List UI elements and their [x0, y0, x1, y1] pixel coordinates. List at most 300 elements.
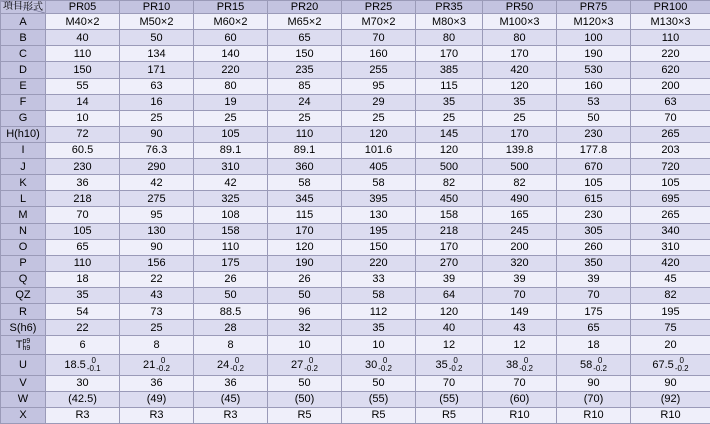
cell-value: M80×3	[432, 15, 466, 28]
cell-value: 110	[661, 31, 680, 44]
cell-value: 265	[661, 208, 680, 221]
cell-d-pr100	[631, 62, 710, 78]
cell-value: 720	[661, 160, 680, 173]
cell-value: 110	[295, 128, 314, 141]
cell-value: M50×2	[139, 15, 174, 28]
cell-value: 76.3	[145, 144, 168, 157]
cell-a-pr15	[194, 14, 268, 30]
cell-m-pr100	[631, 207, 710, 223]
cell-w-pr05	[46, 391, 120, 407]
cell-value: 16	[150, 96, 163, 109]
cell-w-pr35	[416, 391, 483, 407]
cell-v-pr75	[557, 375, 631, 391]
cell-value: 218	[73, 192, 92, 205]
cell-e-pr15	[194, 78, 268, 94]
cell-value: 160	[369, 47, 388, 60]
row-label-r: R	[1, 304, 46, 320]
cell-value: 12	[513, 338, 526, 351]
cell-k-pr100	[631, 175, 710, 191]
cell-value: (55)	[368, 393, 389, 406]
cell-qz-pr20	[268, 287, 342, 303]
cell-n-pr35	[416, 223, 483, 239]
cell-e-pr100	[631, 78, 710, 94]
row-label-k: K	[1, 175, 46, 191]
cell-t-pr20	[268, 336, 342, 354]
cell-value: 54	[76, 305, 89, 318]
cell-value: 255	[369, 63, 388, 76]
tolerance-value: 0 -0.2	[674, 355, 689, 373]
cell-s-h6--pr15	[194, 320, 268, 336]
cell-value: 8	[227, 338, 234, 351]
cell-a-pr20	[268, 14, 342, 30]
cell-q-pr75	[557, 271, 631, 287]
cell-value: 50	[150, 31, 163, 44]
cell-value: 65	[76, 241, 89, 254]
cell-r-pr10	[120, 304, 194, 320]
row-label-l: L	[1, 191, 46, 207]
cell-value: 96	[298, 305, 311, 318]
cell-f-pr50	[483, 94, 557, 110]
cell-s-h6--pr100	[631, 320, 710, 336]
cell-f-pr20	[268, 94, 342, 110]
cell-value: 40	[76, 31, 89, 44]
cell-q-pr20	[268, 271, 342, 287]
cell-value: 90	[150, 241, 163, 254]
cell-a-pr05	[46, 14, 120, 30]
cell-value: 490	[510, 192, 529, 205]
cell-k-pr75	[557, 175, 631, 191]
cell-i-pr35	[416, 142, 483, 158]
cell-value: 22	[150, 273, 163, 286]
cell-e-pr20	[268, 78, 342, 94]
cell-v-pr35	[416, 375, 483, 391]
cell-j-pr100	[631, 159, 710, 175]
cell-value: 50	[587, 112, 600, 125]
cell-m-pr05	[46, 207, 120, 223]
cell-x-pr75	[557, 407, 631, 423]
cell-value: 67.5	[652, 358, 674, 371]
cell-c-pr15	[194, 46, 268, 62]
table-row	[1, 287, 710, 303]
cell-b-pr25	[342, 30, 416, 46]
cell-value: 230	[73, 160, 92, 173]
cell-value: 230	[584, 128, 603, 141]
cell-value: 72	[76, 128, 89, 141]
cell-e-pr35	[416, 78, 483, 94]
cell-j-pr15	[194, 159, 268, 175]
row-label-g: G	[1, 110, 46, 126]
cell-h-h10--pr75	[557, 126, 631, 142]
cell-qz-pr25	[342, 287, 416, 303]
cell-value: 33	[372, 273, 385, 286]
cell-g-pr10	[120, 110, 194, 126]
cell-value: 420	[510, 63, 529, 76]
table-row	[1, 391, 710, 407]
cell-value: 325	[221, 192, 240, 205]
table-row	[1, 207, 710, 223]
cell-value: 245	[510, 225, 529, 238]
cell-value: M40×2	[65, 15, 100, 28]
cell-a-pr100	[631, 14, 710, 30]
cell-p-pr100	[631, 255, 710, 271]
cell-g-pr35	[416, 110, 483, 126]
table-row	[1, 14, 710, 30]
cell-x-pr50	[483, 407, 557, 423]
cell-value: 39	[587, 273, 600, 286]
cell-u-pr10	[120, 354, 194, 375]
cell-value: (50)	[294, 393, 315, 406]
cell-value: 58	[579, 358, 593, 371]
cell-s-h6--pr20	[268, 320, 342, 336]
cell-value: 89.1	[219, 144, 242, 157]
cell-value: 55	[76, 80, 89, 93]
cell-value: 12	[442, 338, 456, 351]
cell-value: M100×3	[499, 15, 540, 28]
table-row	[1, 375, 710, 391]
cell-i-pr100	[631, 142, 710, 158]
cell-f-pr75	[557, 94, 631, 110]
table-row	[1, 159, 710, 175]
cell-i-pr05	[46, 142, 120, 158]
cell-value: 25	[513, 112, 526, 125]
cell-value: 175	[584, 305, 603, 318]
cell-value: 58	[372, 176, 385, 189]
cell-qz-pr05	[46, 287, 120, 303]
cell-value: 220	[661, 47, 680, 60]
cell-value: 39	[442, 273, 456, 286]
cell-value: 195	[661, 305, 680, 318]
cell-value: 90	[150, 128, 163, 141]
row-label-q: Q	[1, 271, 46, 287]
cell-h-h10--pr20	[268, 126, 342, 142]
cell-a-pr35	[416, 14, 483, 30]
cell-value: 134	[147, 47, 166, 60]
cell-value: 30	[364, 358, 378, 371]
cell-value: 105	[221, 128, 240, 141]
cell-q-pr35	[416, 271, 483, 287]
cell-value: 43	[150, 289, 163, 302]
cell-value: 18	[76, 273, 89, 286]
cell-value: 60	[224, 31, 237, 44]
cell-m-pr20	[268, 207, 342, 223]
cell-c-pr10	[120, 46, 194, 62]
row-label-n: N	[1, 223, 46, 239]
cell-value: 150	[73, 63, 92, 76]
cell-value: 310	[221, 160, 240, 173]
table-row	[1, 304, 710, 320]
cell-l-pr35	[416, 191, 483, 207]
cell-value: 112	[369, 305, 388, 318]
table-row	[1, 354, 710, 375]
cell-value: (55)	[439, 393, 459, 406]
cell-o-pr25	[342, 239, 416, 255]
table-header-row	[1, 1, 710, 14]
cell-t-pr75	[557, 336, 631, 354]
table-row	[1, 94, 710, 110]
cell-value: M130×3	[650, 15, 691, 28]
cell-value: 120	[439, 144, 459, 157]
cell-value: 190	[295, 257, 314, 270]
column-header-pr15: PR15	[194, 1, 268, 14]
cell-value: 82	[664, 289, 677, 302]
cell-u-pr50	[483, 354, 557, 375]
cell-b-pr50	[483, 30, 557, 46]
cell-value: 158	[439, 208, 459, 221]
cell-value: 105	[661, 176, 680, 189]
cell-value: 120	[295, 241, 314, 254]
row-label-x: X	[1, 407, 46, 423]
cell-value: 110	[73, 257, 92, 270]
cell-t-pr10	[120, 336, 194, 354]
cell-c-pr35	[416, 46, 483, 62]
cell-t-pr25	[342, 336, 416, 354]
cell-value: 27	[290, 358, 304, 371]
cell-value: 95	[150, 208, 163, 221]
cell-b-pr05	[46, 30, 120, 46]
cell-value: 115	[295, 208, 314, 221]
cell-r-pr75	[557, 304, 631, 320]
cell-m-pr10	[120, 207, 194, 223]
cell-value: 130	[369, 208, 388, 221]
cell-value: R10	[660, 409, 681, 422]
cell-d-pr75	[557, 62, 631, 78]
cell-p-pr05	[46, 255, 120, 271]
cell-l-pr50	[483, 191, 557, 207]
cell-value: 45	[664, 273, 677, 286]
cell-p-pr75	[557, 255, 631, 271]
cell-value: 26	[224, 273, 237, 286]
cell-m-pr75	[557, 207, 631, 223]
row-label-f: F	[1, 94, 46, 110]
cell-b-pr20	[268, 30, 342, 46]
cell-value: 158	[221, 225, 240, 238]
cell-w-pr100	[631, 391, 710, 407]
cell-k-pr15	[194, 175, 268, 191]
cell-j-pr10	[120, 159, 194, 175]
cell-g-pr15	[194, 110, 268, 126]
cell-value: M70×2	[361, 15, 396, 28]
cell-value: 170	[439, 241, 459, 254]
cell-j-pr35	[416, 159, 483, 175]
cell-value: R3	[75, 409, 90, 422]
cell-value: 175	[221, 257, 240, 270]
cell-value: 28	[224, 321, 237, 334]
cell-value: 39	[513, 273, 526, 286]
cell-value: 105	[73, 225, 92, 238]
cell-n-pr05	[46, 223, 120, 239]
row-label-a: A	[1, 14, 46, 30]
table-row	[1, 78, 710, 94]
row-label-v: V	[1, 375, 46, 391]
cell-value: 200	[661, 80, 680, 93]
cell-k-pr05	[46, 175, 120, 191]
cell-e-pr10	[120, 78, 194, 94]
column-header-pr25: PR25	[342, 1, 416, 14]
cell-value: 95	[372, 80, 385, 93]
cell-v-pr05	[46, 375, 120, 391]
cell-c-pr25	[342, 46, 416, 62]
cell-s-h6--pr75	[557, 320, 631, 336]
cell-value: 82	[442, 176, 456, 189]
cell-value: 150	[369, 241, 388, 254]
cell-qz-pr100	[631, 287, 710, 303]
cell-value: 170	[510, 128, 529, 141]
row-label-m: M	[1, 207, 46, 223]
cell-value: 19	[224, 96, 237, 109]
cell-value: 36	[76, 176, 89, 189]
cell-value: 360	[295, 160, 314, 173]
cell-o-pr100	[631, 239, 710, 255]
cell-value: 139.8	[505, 144, 534, 157]
cell-qz-pr10	[120, 287, 194, 303]
cell-value: M60×2	[213, 15, 248, 28]
cell-u-pr25	[342, 354, 416, 375]
cell-q-pr05	[46, 271, 120, 287]
cell-g-pr20	[268, 110, 342, 126]
cell-m-pr35	[416, 207, 483, 223]
tolerance-value: 0 -0.2	[593, 355, 608, 373]
cell-value: 420	[661, 257, 680, 270]
cell-value: (60)	[509, 393, 530, 406]
cell-h-h10--pr15	[194, 126, 268, 142]
cell-value: 108	[221, 208, 240, 221]
cell-value: 140	[221, 47, 240, 60]
cell-r-pr25	[342, 304, 416, 320]
cell-value: 53	[587, 96, 600, 109]
cell-h-h10--pr35	[416, 126, 483, 142]
cell-j-pr75	[557, 159, 631, 175]
cell-qz-pr35	[416, 287, 483, 303]
row-label-e: E	[1, 78, 46, 94]
cell-s-h6--pr50	[483, 320, 557, 336]
cell-value: 58	[372, 289, 385, 302]
cell-f-pr100	[631, 94, 710, 110]
cell-q-pr25	[342, 271, 416, 287]
cell-value: 21	[142, 358, 156, 371]
row-label-u: U	[1, 354, 46, 375]
cell-r-pr50	[483, 304, 557, 320]
cell-r-pr20	[268, 304, 342, 320]
cell-qz-pr15	[194, 287, 268, 303]
cell-value: 110	[221, 241, 240, 254]
cell-i-pr15	[194, 142, 268, 158]
cell-p-pr15	[194, 255, 268, 271]
cell-d-pr10	[120, 62, 194, 78]
cell-k-pr20	[268, 175, 342, 191]
cell-m-pr15	[194, 207, 268, 223]
cell-value: 670	[584, 160, 603, 173]
cell-o-pr35	[416, 239, 483, 255]
cell-value: 65	[587, 321, 600, 334]
cell-value: 290	[147, 160, 166, 173]
tolerance-value: 0 -0.2	[378, 355, 393, 373]
column-header-pr75: PR75	[557, 1, 631, 14]
cell-j-pr25	[342, 159, 416, 175]
cell-p-pr50	[483, 255, 557, 271]
row-label-d: D	[1, 62, 46, 78]
cell-n-pr100	[631, 223, 710, 239]
cell-b-pr35	[416, 30, 483, 46]
cell-value: 115	[440, 80, 458, 93]
cell-f-pr10	[120, 94, 194, 110]
cell-l-pr100	[631, 191, 710, 207]
table-row	[1, 62, 710, 78]
table-row	[1, 255, 710, 271]
cell-q-pr10	[120, 271, 194, 287]
cell-t-pr35	[416, 336, 483, 354]
table-row	[1, 126, 710, 142]
cell-value: 50	[224, 289, 237, 302]
table-row	[1, 30, 710, 46]
cell-value: R5	[297, 409, 312, 422]
cell-w-pr50	[483, 391, 557, 407]
cell-value: 63	[150, 80, 163, 93]
cell-i-pr50	[483, 142, 557, 158]
cell-k-pr10	[120, 175, 194, 191]
cell-f-pr15	[194, 94, 268, 110]
column-header-pr100: PR100	[631, 1, 710, 14]
cell-value: 450	[439, 192, 459, 205]
row-label-c: C	[1, 46, 46, 62]
cell-c-pr50	[483, 46, 557, 62]
cell-value: 177.8	[579, 144, 608, 157]
cell-value: R3	[149, 409, 164, 422]
cell-value: 500	[439, 160, 459, 173]
cell-value: 270	[439, 257, 459, 270]
cell-i-pr25	[342, 142, 416, 158]
cell-value: 120	[439, 305, 459, 318]
cell-w-pr15	[194, 391, 268, 407]
cell-v-pr20	[268, 375, 342, 391]
cell-value: 265	[661, 128, 680, 141]
cell-k-pr25	[342, 175, 416, 191]
cell-value: 120	[510, 80, 529, 93]
table-row	[1, 320, 710, 336]
cell-l-pr05	[46, 191, 120, 207]
cell-value: 24	[298, 96, 311, 109]
cell-s-h6--pr10	[120, 320, 194, 336]
cell-value: 101.6	[364, 144, 393, 157]
cell-value: (45)	[220, 393, 241, 406]
tolerance-class-label: p9 h9	[22, 338, 31, 352]
cell-e-pr25	[342, 78, 416, 94]
cell-h-h10--pr50	[483, 126, 557, 142]
cell-value: 65	[298, 31, 311, 44]
cell-d-pr35	[416, 62, 483, 78]
cell-value: 615	[584, 192, 603, 205]
cell-g-pr50	[483, 110, 557, 126]
cell-value: 120	[369, 128, 388, 141]
cell-u-pr100	[631, 354, 710, 375]
cell-value: 75	[664, 321, 677, 334]
cell-value: 218	[439, 225, 459, 238]
cell-b-pr75	[557, 30, 631, 46]
cell-q-pr100	[631, 271, 710, 287]
cell-l-pr20	[268, 191, 342, 207]
cell-h-h10--pr100	[631, 126, 710, 142]
cell-t-pr100	[631, 336, 710, 354]
cell-p-pr10	[120, 255, 194, 271]
cell-value: 60.5	[71, 144, 94, 157]
cell-value: 200	[510, 241, 529, 254]
cell-value: 36	[224, 377, 237, 390]
cell-value: 340	[661, 225, 680, 238]
cell-o-pr50	[483, 239, 557, 255]
cell-value: 195	[369, 225, 388, 238]
cell-value: 42	[224, 176, 237, 189]
cell-a-pr25	[342, 14, 416, 30]
cell-value: 25	[150, 321, 163, 334]
